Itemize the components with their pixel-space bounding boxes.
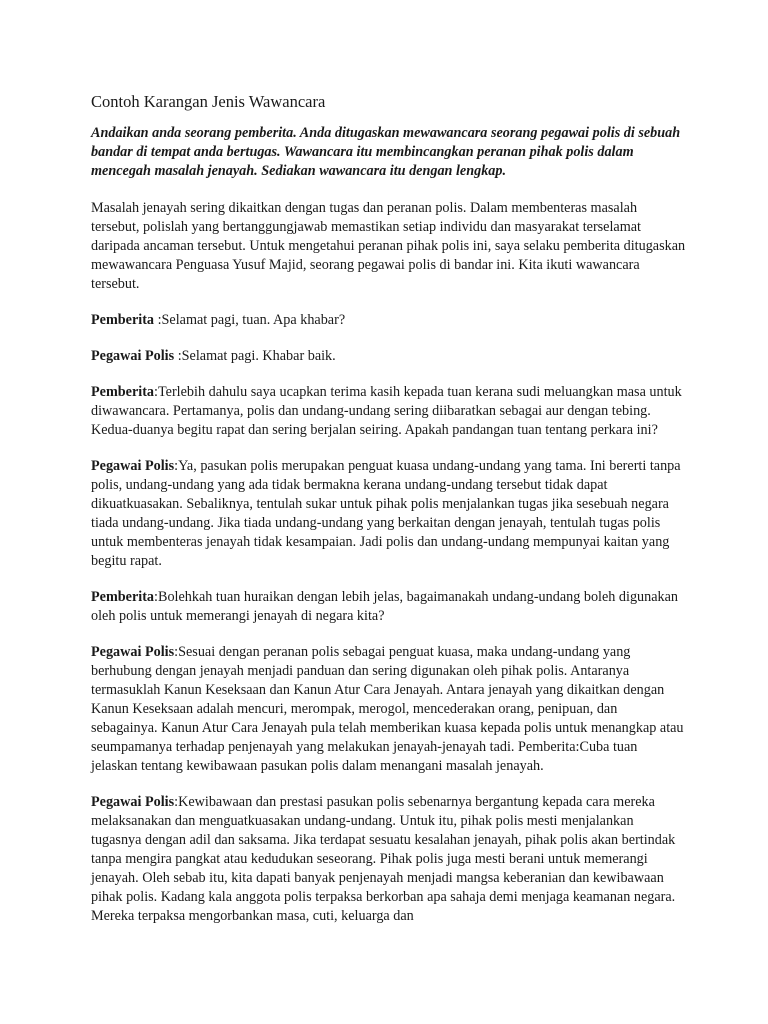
speaker-label: Pegawai Polis (91, 458, 175, 474)
document-page (91, 92, 686, 943)
dialogue-line (91, 347, 686, 366)
dialogue-text: Bolehkah tuan huraikan dengan lebih jelas, bagaimanakah undang-undang boleh digunakan oleh polis untuk memerangi jenayah di negara kita? (91, 589, 679, 624)
essay-prompt: Andaikan anda seorang pemberita. Anda ditugaskan mewawancara seorang pegawai polis di sebuah bandar di tempat anda bertugas. Wawancara itu membincangkan peranan pihak polis dalam mencegah masalah jenayah. Sediakan wawancara itu dengan lengkap. (91, 125, 681, 179)
dialogue-line (91, 643, 686, 776)
speaker-separator: : (174, 458, 179, 474)
dialogue-line (91, 311, 686, 330)
dialogue-text: Terlebih dahulu saya ucapkan terima kasih kepada tuan kerana sudi meluangkan masa untuk diwawancara. Pertamanya, polis dan undang-undang sering diibaratkan sebagai aur dengan tebing. Kedua-duanya begitu rapat dan sering berjalan seiring. Apakah pandangan tuan tentang perkara ini? (91, 384, 682, 438)
document-title: Contoh Karangan Jenis Wawancara (91, 92, 326, 111)
dialogue-line (91, 793, 686, 926)
dialogue-text: Ya, pasukan polis merupakan penguat kuasa undang-undang yang tama. Ini bererti tanpa polis, undang-undang yang ada tidak bermakna kerana undang-undang tersebut tidak dapat dikuatkuasakan. Sebaliknya, tentulah sukar untuk pihak polis menjalankan tugas jika sesebuah negara tiada undang-undang. Jika tiada undang-undang yang berkaitan dengan jenayah, tentulah tugas polis untuk membenteras jenayah tidak kesampaian. Jadi polis dan undang-undang mempunyai kaitan yang begitu rapat. (91, 458, 681, 569)
speaker-separator: : (154, 589, 158, 605)
speaker-separator: : (174, 348, 182, 364)
intro-paragraph: Masalah jenayah sering dikaitkan dengan tugas dan peranan polis. Dalam membenteras masalah tersebut, polislah yang bertanggungjawab memastikan setiap individu dan masyarakat terselamat daripada ancaman tersebut. Untuk mengetahui peranan pihak polis ini, saya selaku pemberita ditugaskan mewawancara Penguasa Yusuf Majid, seorang pegawai polis di bandar ini. Kita ikuti wawancara tersebut. (91, 200, 686, 292)
speaker-separator: : (154, 312, 162, 328)
dialogue-line (91, 588, 686, 626)
dialogue-line (91, 383, 686, 440)
speaker-separator: : (174, 644, 179, 660)
speaker-label: Pemberita (91, 312, 155, 328)
dialogue-text: Kewibawaan dan prestasi pasukan polis sebenarnya bergantung kepada cara mereka melaksanakan dan menguatkuasakan undang-undang. Untuk itu, pihak polis mesti menjalankan tugasnya dengan adil dan saksama. Jika terdapat sesuatu kesalahan jenayah, pihak polis akan bertindak tanpa mengira pangkat atau kedudukan seseorang. Pihak polis juga mesti berani untuk memerangi jenayah. Oleh sebab itu, kita dapati banyak penjenayah menjadi mangsa keberanian dan kewibawaan pihak polis. Kadang kala anggota polis terpaksa berkorban apa sahaja demi menjaga keamanan negara. Mereka terpaksa mengorbankan masa, cuti, keluarga dan (91, 794, 676, 924)
speaker-label: Pegawai Polis (91, 348, 175, 364)
speaker-label: Pegawai Polis (91, 794, 175, 810)
dialogue-text: Sesuai dengan peranan polis sebagai penguat kuasa, maka undang-undang yang berhubung dengan jenayah menjadi panduan dan sering digunakan oleh pihak polis. Antaranya termasuklah Kanun Keseksaan dan Kanun Atur Cara Jenayah. Antara jenayah yang dikaitkan dengan Kanun Keseksaan adalah mencuri, merompak, merogol, mencederakan orang, penipuan, dan sebagainya. Kanun Atur Cara Jenayah pula telah memberikan kuasa kepada polis untuk menangkap atau seumpamanya terhadap penjenayah yang melakukan jenayah-jenayah tadi. Pemberita:Cuba tuan jelaskan tentang kewibawaan pasukan polis dalam menangani masalah jenayah. (91, 644, 684, 774)
speaker-label: Pemberita (91, 384, 155, 400)
dialogue-line (91, 457, 686, 571)
speaker-separator: : (154, 384, 158, 400)
speaker-label: Pegawai Polis (91, 644, 175, 660)
dialogue-text: Selamat pagi. Khabar baik. (181, 348, 336, 364)
speaker-label: Pemberita (91, 589, 155, 605)
speaker-separator: : (174, 794, 179, 810)
dialogue-text: Selamat pagi, tuan. Apa khabar? (161, 312, 346, 328)
